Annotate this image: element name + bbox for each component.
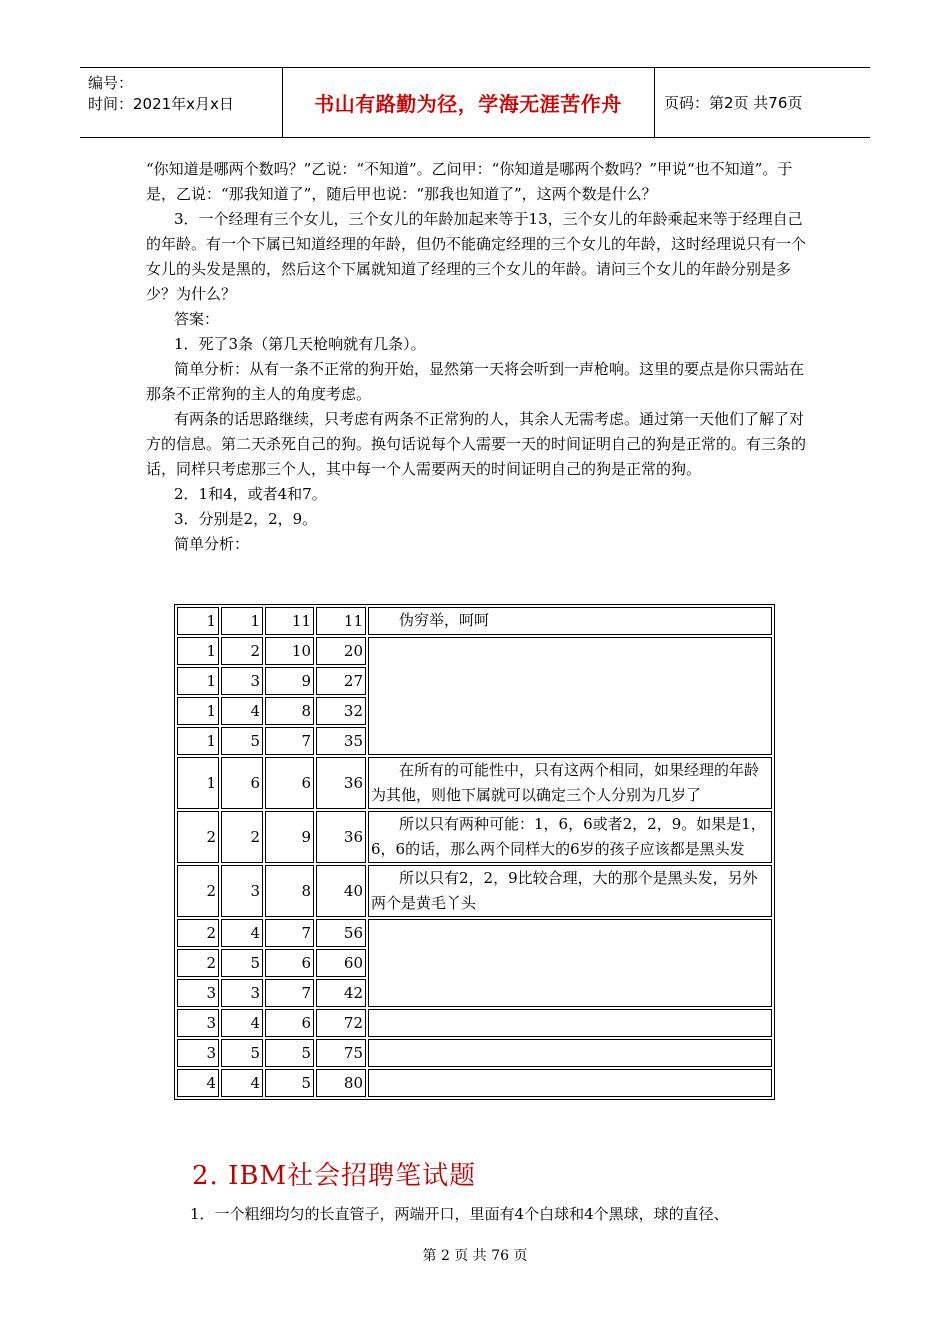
table-row [177,757,772,809]
table-cell: 5 [265,1069,314,1097]
table-cell: 1 [177,757,219,809]
table-cell: 5 [221,727,263,755]
header-meta [88,73,234,115]
table-cell: 11 [316,607,366,635]
table-cell: 1 [221,607,263,635]
page-header [80,67,870,138]
analysis-table [174,604,775,1100]
table-cell: 1 [177,637,219,665]
paragraph: 有两条的话思路继续，只考虑有两条不正常狗的人，其余人无需考虑。通过第一天他们了解了对方的信息。第二天杀死自己的狗。换句话说每个人需要一天的时间证明自己的狗是正常的。有三条的话，同样只考虑那三个人，其中每一个人需要两天的时间证明自己的狗是正常的狗。 [146,410,807,478]
table-cell: 7 [265,727,314,755]
table-cell: 1 [177,607,219,635]
table-cell: 40 [316,865,366,917]
table-cell: 35 [316,727,366,755]
table-row [177,637,772,665]
table-note-empty [368,1009,772,1037]
body-text [146,157,810,557]
table-cell: 5 [221,949,263,977]
table-cell: 80 [316,1069,366,1097]
table-cell: 9 [265,667,314,695]
table-cell: 1 [177,727,219,755]
table-cell: 1 [177,697,219,725]
table-cell: 2 [221,811,263,863]
table-cell: 4 [221,1069,263,1097]
header-serial-label: 编号： [88,74,134,92]
table-cell: 6 [265,1009,314,1037]
paragraph: 2．1和4，或者4和7。 [174,485,327,503]
table-cell: 3 [177,1009,219,1037]
table-cell: 2 [221,637,263,665]
table-note: 伪穷举，呵呵 [368,607,772,635]
table-row [177,1069,772,1097]
paragraph: 简单分析：从有一条不正常的狗开始，显然第一天将会听到一声枪响。这里的要点是你只需站在那条不正常狗的主人的角度考虑。 [146,360,805,403]
table-row [177,1039,772,1067]
paragraph: 答案： [174,310,220,328]
table-row [177,811,772,863]
table-cell: 7 [265,919,314,947]
table-cell: 8 [265,865,314,917]
table-cell: 36 [316,757,366,809]
table-cell: 32 [316,697,366,725]
table-cell: 72 [316,1009,366,1037]
table-cell: 3 [177,1039,219,1067]
table-cell: 9 [265,811,314,863]
table-cell: 20 [316,637,366,665]
section-title: 2. IBM社会招聘笔试题 [192,1161,477,1191]
table-row [177,1009,772,1037]
table-note-empty [368,637,772,755]
page-footer: 第 2 页 共 76 页 [422,1248,528,1264]
header-motto: 书山有路勤为径，学海无涯苦作舟 [314,92,622,116]
table-note: 在所有的可能性中，只有这两个相同，如果经理的年龄为其他，则他下属就可以确定三个人分别为几岁了 [368,757,772,809]
table-cell: 7 [265,979,314,1007]
table-cell: 2 [177,919,219,947]
table-note-empty [368,919,772,1007]
table-cell: 4 [177,1069,219,1097]
table-cell: 6 [221,757,263,809]
table-cell: 1 [177,667,219,695]
table-cell: 3 [221,865,263,917]
table-row [177,919,772,947]
paragraph: 1．死了3条（第几天枪响就有几条）。 [174,335,426,353]
table-row [177,607,772,635]
paragraph: 简单分析： [174,535,250,553]
table-cell: 8 [265,697,314,725]
table-cell: 56 [316,919,366,947]
table-cell: 3 [221,979,263,1007]
table-note: 所以只有两种可能：1，6，6或者2，2，9。如果是1，6，6的话，那么两个同样大的6岁的孩子应该都是黑头发 [368,811,772,863]
paragraph: “你知道是哪两个数吗？”乙说：“不知道”。乙问甲：“你知道是哪两个数吗？”甲说“也不知道”。于是，乙说：“那我知道了”，随后甲也说：“那我也知道了”，这两个数是什么？ [146,160,793,203]
table-note-empty [368,1039,772,1067]
header-divider [654,68,655,137]
paragraph: 3．分别是2，2，9。 [174,510,318,528]
table-note: 所以只有2，2，9比较合理，大的那个是黑头发，另外两个是黄毛丫头 [368,865,772,917]
paragraph: 1．一个粗细均匀的长直管子，两端开口，里面有4个白球和4个黑球，球的直径、 [190,1205,729,1223]
table-cell: 60 [316,949,366,977]
table-cell: 4 [221,1009,263,1037]
table-cell: 2 [177,811,219,863]
table-cell: 3 [177,979,219,1007]
table-cell: 5 [221,1039,263,1067]
table-cell: 4 [221,919,263,947]
paragraph: 3．一个经理有三个女儿，三个女儿的年龄加起来等于13，三个女儿的年龄乘起来等于经理自己的年龄。有一个下属已知道经理的年龄，但仍不能确定经理的三个女儿的年龄，这时经理说只有一个女儿的头发是黑的，然后这个下属就知道了经理的三个女儿的年龄。请问三个女儿的年龄分别是多少？为什么？ [146,210,807,303]
table-cell: 6 [265,949,314,977]
table-cell: 3 [221,667,263,695]
table-cell: 2 [177,865,219,917]
table-note-empty [368,1069,772,1097]
table-cell: 11 [265,607,314,635]
table-cell: 2 [177,949,219,977]
table-cell: 10 [265,637,314,665]
table-cell: 75 [316,1039,366,1067]
header-date: 时间：2021年x月x日 [88,95,234,113]
table-cell: 42 [316,979,366,1007]
header-page-number: 页码：第2页 共76页 [664,94,803,112]
table-cell: 27 [316,667,366,695]
table-cell: 36 [316,811,366,863]
table-row [177,865,772,917]
table-cell: 5 [265,1039,314,1067]
table-cell: 6 [265,757,314,809]
table-cell: 4 [221,697,263,725]
